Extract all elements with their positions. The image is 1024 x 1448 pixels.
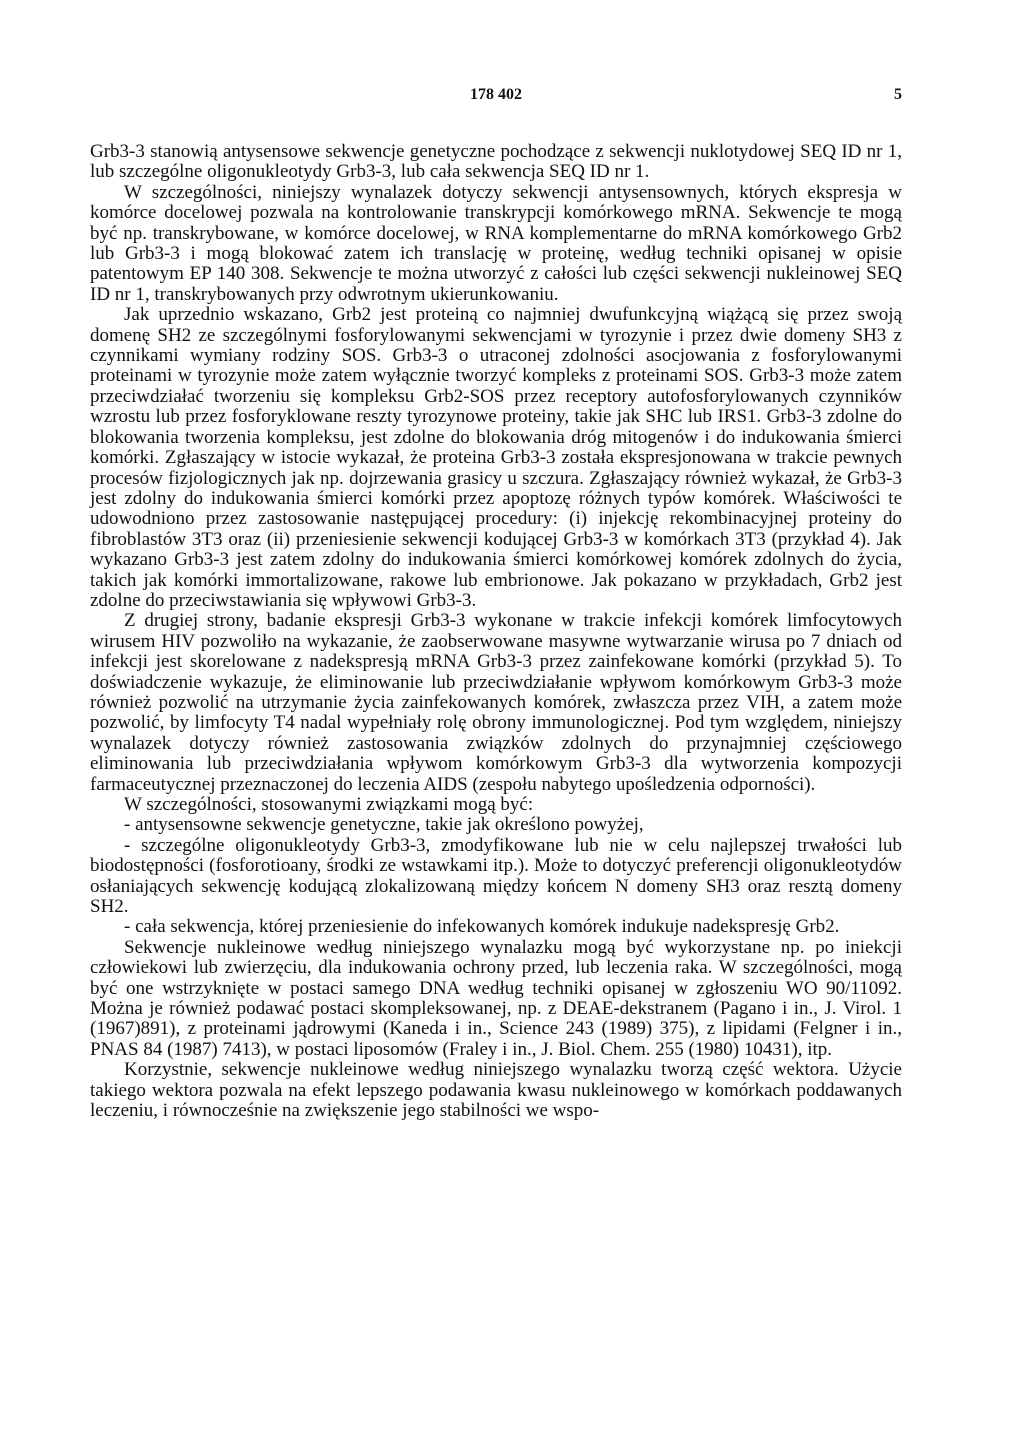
paragraph: Z drugiej strony, badanie ekspresji Grb3-3 wykonane w trakcie infekcji komórek limfocytowych wirusem HIV pozwoliło na wykazanie, że zaobserwowane masywne wytwarzanie wirusa po 7 dniach od infekcji jest skorelowane z nadekspresją mRNA Grb3-3 przez zainfekowane komórki (przykład 5). To doświadczenie wykazuje, że eliminowanie lub przeciwdziałanie wpływom komórkowym Grb3-3 może również pozwolić na utrzymanie życia zainfekowanych komórek, zwłaszcza przez VIH, a zatem może pozwolić, by limfocyty T4 nadal wypełniały rolę obrony immunologicznej. Pod tym względem, niniejszy wynalazek dotyczy również zastosowania związków zdolnych do przynajmniej częściowego eliminowania lub przeciwdziałania wpływom komórkowym Grb3-3 dla wytworzenia kompozycji farmaceutycznej przeznaczonej do leczenia AIDS (zespołu nabytego upośledzenia odporności). [90, 610, 902, 795]
paragraph: Sekwencje nukleinowe według niniejszego wynalazku mogą być wykorzystane np. po iniekcji człowiekowi lub zwierzęciu, dla indukowania ochrony przed, lub leczenia raka. W szczególności, mogą być one wstrzyknięte w postaci samego DNA według techniki opisanej w zgłoszeniu WO 90/11092. Można je również podawać postaci skompleksowanej, np. z DEAE-dekstranem (Pagano i in., J. Virol. 1 (1967)891), z proteinami jądrowymi (Kaneda i in., Science 243 (1989) 375), z lipidami (Felgner i in., PNAS 84 (1987) 7413), w postaci liposomów (Fraley i in., J. Biol. Chem. 255 (1980) 10431), itp. [90, 936, 902, 1060]
paragraph: Grb3-3 stanowią antysensowe sekwencje genetyczne pochodzące z sekwencji nuklotydowej SEQ ID nr 1, lub szczególne oligonukleotydy Grb3-3, lub cała sekwencja SEQ ID nr 1. [90, 141, 902, 183]
document-number: 178 402 [470, 86, 522, 103]
list-item: - antysensowne sekwencje genetyczne, takie jak określono powyżej, [124, 814, 644, 836]
page-number: 5 [894, 86, 902, 103]
page-header [90, 86, 902, 122]
paragraph: Korzystnie, sekwencje nukleinowe według niniejszego wynalazku tworzą część wektora. Użycie takiego wektora pozwala na efekt lepszego podawania kwasu nukleinowego w komórkach poddawanych leczeniu, i równocześnie na zwiększenie jego stabilności we wspo- [90, 1059, 902, 1122]
paragraph: W szczególności, stosowanymi związkami mogą być: [124, 794, 534, 815]
document-page [90, 86, 902, 1122]
list-item: - szczególne oligonukleotydy Grb3-3, zmodyfikowane lub nie w celu najlepszej trwałości lub biodostępności (fosforotioany, środki ze wstawkami itp.). Może to dotyczyć preferencji oligonukleotydów osłaniających sekwencję kodującą zlokalizowaną między końcem N domeny SH3 oraz resztą domeny SH2. [90, 834, 902, 918]
document-body [90, 142, 902, 1122]
paragraph: Jak uprzednio wskazano, Grb2 jest proteiną co najmniej dwufunkcyjną wiążącą się przez swoją domenę SH2 ze szczególnymi fosforylowanymi sekwencjami w tyrozynie i przez dwie domeny SH3 z czynnikami wymiany rodziny SOS. Grb3-3 o utraconej zdolności asocjowania z fosforylowanymi proteinami w tyrozynie może zatem wyłącznie tworzyć kompleks z proteinami SOS. Grb3-3 może zatem przeciwdziałać tworzeniu się kompleksu Grb2-SOS przez receptory autofosforylowanych czynników wzrostu lub przez fosforyklowane reszty tyrozynowe proteiny, takie jak SHC lub IRS1. Grb3-3 zdolne do blokowania tworzenia kompleksu, jest zdolne do blokowania dróg mitogenów i do indukowania śmierci komórki. Zgłaszający w istocie wykazał, że proteina Grb3-3 została ekspresjonowana w trakcie pewnych procesów fizjologicznych jak np. dojrzewania grasicy u szczura. Zgłaszający również wykazał, że Grb3-3 jest zdolny do indukowania śmierci komórki przez apoptozę różnych typów komórek. Właściwości te udowodniono przez zastosowanie następującej procedury: (i) injekcję rekombinacyjnej proteiny do fibroblastów 3T3 oraz (ii) przeniesienie sekwencji kodującej Grb3-3 w komórkach 3T3 (przykład 4). Jak wykazano Grb3-3 jest zatem zdolny do indukowania śmierci komórkowej komórek zdolnych do życia, takich jak komórki immortalizowane, rakowe lub embrionowe. Jak pokazano w przykładach, Grb2 jest zdolne do przeciwstawiania się wpływowi Grb3-3. [90, 304, 902, 611]
list-item: - cała sekwencja, której przeniesienie do infekowanych komórek indukuje nadekspresję Grb2. [124, 916, 840, 938]
paragraph: W szczególności, niniejszy wynalazek dotyczy sekwencji antysensownych, których ekspresja w komórce docelowej pozwala na kontrolowanie transkrypcji komórkowego mRNA. Sekwencje te mogą być np. transkrybowane, w komórce docelowej, w RNA komplementarne do mRNA komórkowego Grb2 lub Grb3-3 i mogą blokować zatem ich translację w proteinę, według techniki opisanej w opisie patentowym EP 140 308. Sekwencje te można utworzyć z całości lub części sekwencji nukleinowej SEQ ID nr 1, transkrybowanych przy odwrotnym ukierunkowaniu. [90, 181, 902, 305]
